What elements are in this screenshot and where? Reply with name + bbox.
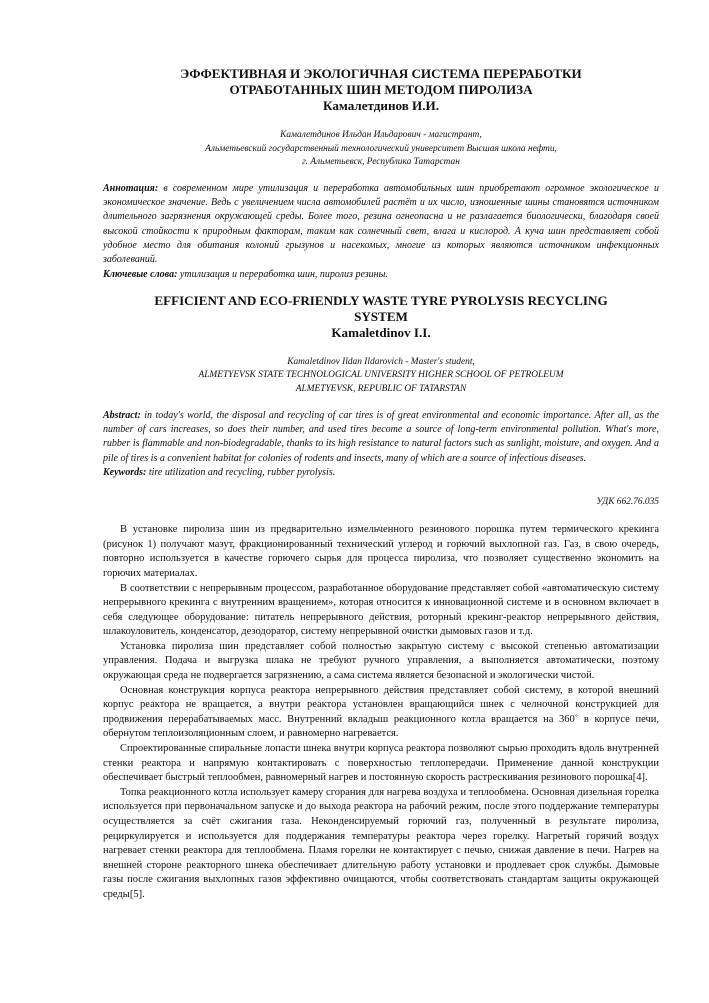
en-author: Kamaletdinov I.I.: [331, 324, 431, 340]
en-abstract-label: Abstract:: [103, 409, 141, 421]
ru-affiliation: [103, 129, 659, 170]
ru-affil-line-3: г. Альметьевск, Республика Татарстан: [302, 157, 460, 168]
en-abstract: [103, 409, 659, 466]
ru-title-line-1: ЭФФЕКТИВНАЯ И ЭКОЛОГИЧНАЯ СИСТЕМА ПЕРЕРАБОТКИ: [180, 66, 582, 81]
body-paragraph: Установка пиролиза шин представляет собой полностью закрытую систему с высокой степенью автоматизации управления. Подача и выгрузка шлака не требуют ручного управления, а выполняется автоматически, поэтому окружающая среда не подвергается загрязнению, а сама система является безопасной и экологически чистой.: [103, 640, 659, 682]
en-keywords-label: Keywords:: [103, 466, 147, 478]
ru-keywords-text: утилизация и переработка шин, пиролиз резины.: [177, 268, 388, 280]
ru-keywords: [103, 268, 659, 282]
ru-affil-line-2: Альметьевский государственный технологический университет Высшая школа нефти,: [205, 143, 557, 154]
en-title-line-1: EFFICIENT AND ECO-FRIENDLY WASTE TYRE PYROLYSIS RECYCLING: [154, 292, 608, 308]
ru-abstract-text: в современном мире утилизация и переработка автомобильных шин приобретают огромное экологическое и экономическое значение. Ведь с увеличением числа автомобилей растёт и их число, изношенные шины становятся источником длительного загрязнения окружающей среды. Более того, резина огнеопасна и не разлагается биологически, благодаря своей высокой стойкости к природным факторам, таким как солнечный свет, влага и кислород. А куча шин представляет собой удобное место для обитания колоний грызунов и насекомых, многие из которых являются источником инфекционных заболеваний.: [103, 182, 659, 266]
en-abstract-block: [103, 409, 659, 480]
ru-affil-line-1: Камалетдинов Ильдан Ильдарович - магистрант,: [280, 130, 482, 140]
ru-header: [103, 66, 659, 114]
body-paragraph: Топка реакционного котла использует камеру сгорания для нагрева воздуха и теплообмена. Основная дизельная горелка используется при первоначальном запуске и до выхода реактора на рабочий режим, после этого поддержание температуры осуществляется за счёт сжигания газа. Неконденсируемый горючий газ, полученный в результате пиролиза, рециркулируется и используется для поддержания температуры реактора через горелку. Нагретый горячий воздух нагревает стенки реактора для теплообмена. Пламя горелки не контактирует с печью, снижая давление в печи. Нагрев на внешней стороне реакторного шнека обеспечивает длительную работу установки и продлевает срок службы. Дымовые газы после сжигания выхлопных газов эффективно очищаются, чтобы соответствовать стандартам защиты окружающей среды[5].: [103, 786, 659, 900]
en-keywords: [103, 466, 659, 480]
body-paragraph: В соответствии с непрерывным процессом, разработанное оборудование представляет собой «автоматическую систему непрерывного крекинга с внутренним вращением», которая относится к инновационной системе и в основном включает в себя следующее оборудование: питатель непрерывного действия, роторный крекинг-реактор непрерывного действия, шлакоуловитель, конденсатор, дезодоратор, систему непрерывной очистки дымовых газов и т.д.: [103, 582, 659, 638]
ru-keywords-label: Ключевые слова:: [103, 268, 178, 280]
ru-title-line-2: ОТРАБОТАННЫХ ШИН МЕТОДОМ ПИРОЛИЗА: [229, 82, 533, 97]
en-keywords-text: tire utilization and recycling, rubber pyrolysis.: [146, 466, 336, 478]
body-text: [103, 523, 659, 902]
en-title-line-2: SYSTEM: [354, 308, 408, 324]
ru-abstract-label: Аннотация:: [103, 182, 159, 194]
en-header: [103, 293, 659, 341]
en-affil-line-1: Kamaletdinov Ildan Ildarovich - Master's student,: [287, 356, 475, 367]
en-affil-line-2: ALMETYEVSK STATE TECHNOLOGICAL UNIVERSITY HIGHER SCHOOL OF PETROLEUM: [198, 370, 564, 381]
ru-author: Камалетдинов И.И.: [323, 98, 439, 113]
en-affil-line-3: ALMETYEVSK, REPUBLIC OF TATARSTAN: [295, 384, 467, 395]
ru-abstract-block: [103, 182, 659, 282]
en-affiliation: [103, 356, 659, 397]
body-paragraph: Основная конструкция корпуса реактора непрерывного действия представляет собой систему, в которой внешний корпус реактора не вращается, а внутри реактора установлен вращающийся шнек с челночной конструкцией для продвижения перерабатываемых масс. Внутренний вкладыш реакционного котла вращается на 360˚ в корпусе печи, обернутом теплоизоляционным слоем, и равномерно нагревается.: [103, 684, 659, 740]
udc-code: УДК 662.76.035: [596, 497, 659, 508]
paper-page: [103, 66, 659, 903]
body-paragraph: В установке пиролиза шин из предварительно измельченного резинового порошка путем термического крекинга (рисунок 1) получают мазут, фракционированный технический углерод и горючий выхлопной газ. Газ, в свою очередь, повторно используется в качестве горючего сырья для процесса пиролиза, что позволяет существенно экономить на горючих материалах.: [103, 524, 659, 579]
en-abstract-text: in today's world, the disposal and recycling of car tires is of great environmental and economic importance. After all, as the number of cars increases, so does their number, and used tires become a source of long-term environmental pollution. What's more, rubber is flammable and non-biodegradable, thanks to its high resistance to natural factors such as sunlight, moisture, and oxygen. And a pile of tires is a convenient habitat for colonies of rodents and insects, many of which are a source of infectious diseases.: [103, 409, 659, 464]
ru-abstract: [103, 182, 659, 268]
body-paragraph: Спроектированные спиральные лопасти шнека внутри корпуса реактора позволяют сырью проходить вдоль внутренней стенки реактора и напрямую контактировать с поверхностью теплопередачи. Применение данной конструкции обеспечивает быстрый теплообмен, равномерный нагрев и постоянную скорость растрескивания резинового порошка[4].: [103, 743, 659, 784]
